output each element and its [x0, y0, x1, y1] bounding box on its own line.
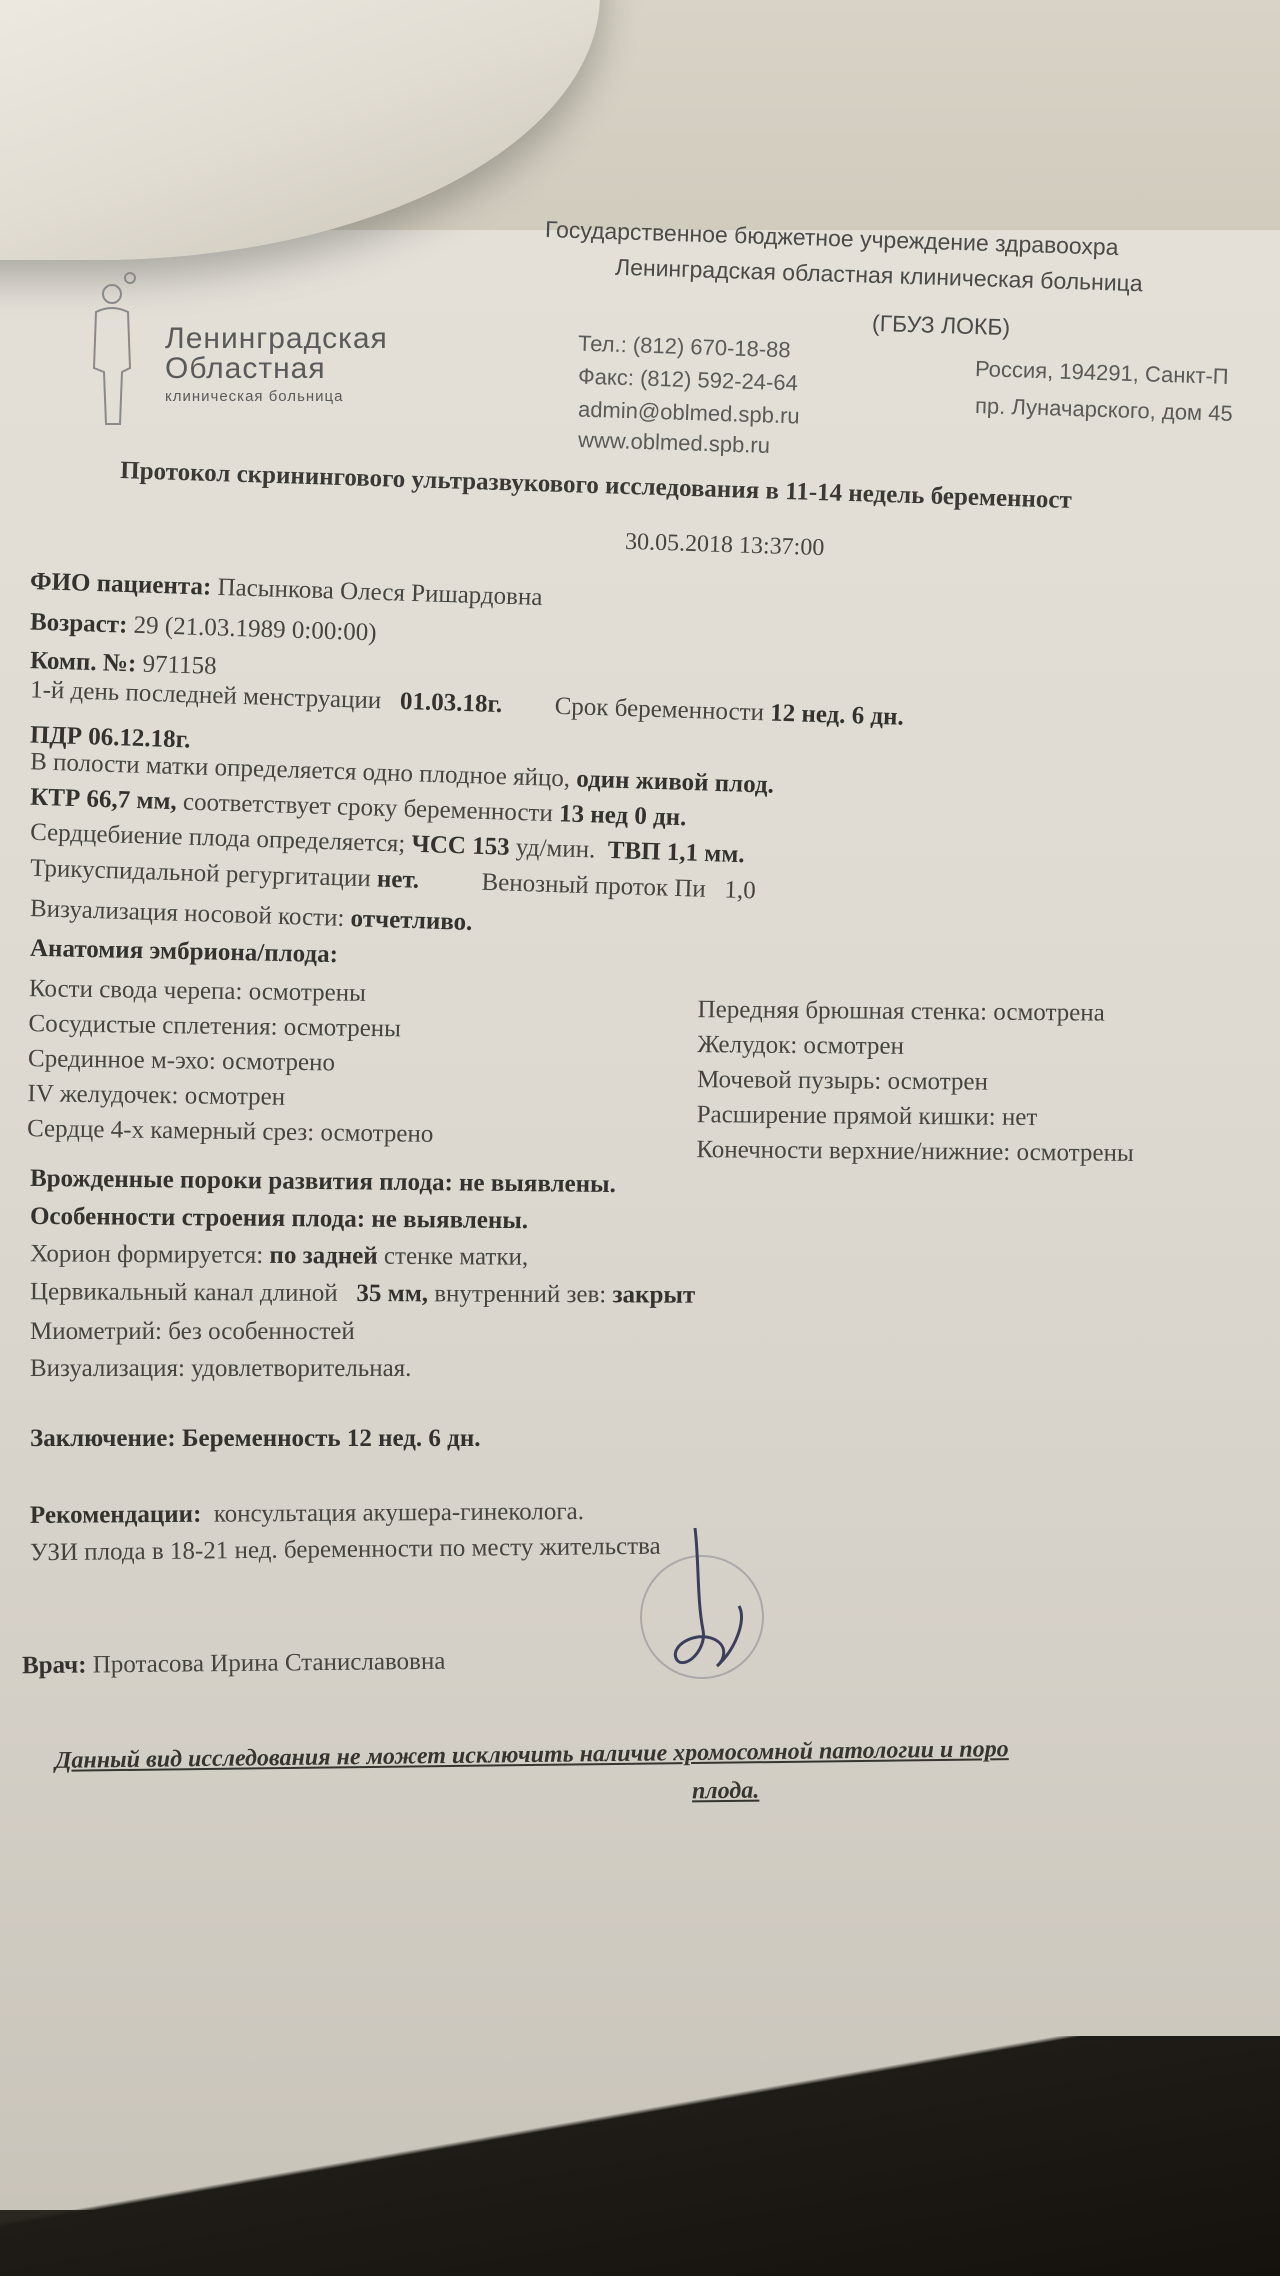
logo-line-3: клиническая больница — [165, 388, 344, 405]
conclusion-label: Заключение: — [30, 1425, 176, 1452]
anatomy-heading-row — [30, 935, 338, 969]
lmp-label: 1-й день последней менструации — [29, 676, 382, 715]
anatomy-left-column — [27, 971, 436, 1152]
fax-number: Факс: (812) 592-24-64 — [577, 363, 799, 396]
anatomy-right-column — [696, 992, 1135, 1171]
logo-line-2: Областная — [165, 352, 326, 385]
anatomy-right-item: Передняя брюшная стенка: осмотрена — [697, 996, 1105, 1027]
structure-text: Особенности строения плода: не выявлены. — [29, 1202, 529, 1235]
term-value: 12 нед. 6 дн. — [769, 699, 905, 731]
org-name-line-1: Государственное бюджетное учреждение здравоохра — [544, 215, 1119, 261]
org-abbreviation: (ГБУЗ ЛОКБ) — [871, 309, 1011, 341]
structure-row — [30, 1203, 528, 1235]
cervical-text-2: внутренний зев: — [434, 1280, 607, 1309]
uterus-text: В полости матки определяется одно плодное яйцо, — [29, 748, 571, 793]
anatomy-left-item: Сердце 4-х камерный срез: осмотрено — [26, 1115, 434, 1148]
malformations-text: Врожденные пороки развития плода: не выявлены. — [29, 1164, 617, 1199]
conclusion-row — [30, 1425, 480, 1453]
patient-age-value: 29 (21.03.1989 0:00:00) — [133, 611, 377, 647]
anatomy-left-item: IV желудочек: осмотрен — [27, 1080, 286, 1111]
nasal-bone-text: Визуализация носовой кости: — [29, 895, 345, 932]
chorion-row — [30, 1240, 528, 1271]
patient-name-value: Пасынкова Олеся Ришардовна — [217, 573, 543, 612]
doctor-row — [22, 1648, 446, 1680]
logo-line-1: Ленинградская — [165, 322, 388, 355]
tricuspid-text: Трикуспидальной регургитации — [29, 854, 372, 893]
recommendations-line-2: УЗИ плода в 18-21 нед. беременности по месту жительства — [29, 1532, 661, 1567]
recommendations-label: Рекомендации: — [29, 1500, 202, 1529]
recommendations-value: консультация акушера-гинеколога. — [213, 1498, 585, 1528]
patient-age-label: Возраст: — [29, 608, 128, 639]
document-datetime: 30.05.2018 13:37:00 — [624, 528, 825, 562]
heart-rate-units: уд/мин. — [515, 834, 596, 864]
hospital-logo-icon — [86, 268, 142, 428]
cervical-text: Цервикальный канал длиной — [29, 1278, 338, 1307]
anatomy-left-item: Кости свода черепа: осмотрены — [28, 975, 367, 1007]
chorion-text: Хорион формируется: — [29, 1240, 264, 1269]
ktr-term: 13 нед 0 дн. — [558, 800, 687, 832]
chorion-text-2: стенке матки, — [383, 1242, 529, 1271]
malformations-row — [30, 1165, 616, 1199]
anatomy-right-item: Желудок: осмотрен — [697, 1031, 905, 1060]
anatomy-left-item: Срединное м-эхо: осмотрено — [27, 1045, 336, 1077]
anatomy-right-item: Мочевой пузырь: осмотрен — [696, 1066, 989, 1096]
hospital-logo-text — [165, 322, 388, 405]
document-title: Протокол скринингового ультразвукового исследования в 11-14 недель беременност — [119, 457, 1073, 514]
conclusion-value: Беременность 12 нед. 6 дн. — [181, 1425, 481, 1452]
org-name-line-2: Ленинградская областная клиническая больница — [614, 253, 1144, 297]
footer-warning-line-2: плода. — [691, 1777, 760, 1805]
ktr-text: соответствует сроку беременности — [182, 788, 554, 828]
patient-name-row — [30, 568, 543, 612]
doctor-signature — [655, 1520, 765, 1680]
pdr-value: ПДР 06.12.18г. — [29, 721, 191, 754]
uterus-bold: один живой плод. — [575, 765, 775, 799]
anatomy-left-item: Сосудистые сплетения: осмотрены — [28, 1010, 402, 1043]
email-address: admin@oblmed.spb.ru — [577, 396, 801, 429]
doctor-label: Врач: — [21, 1651, 87, 1680]
patient-comp-label: Комп. №: — [29, 647, 137, 678]
anatomy-right-item: Расширение прямой кишки: нет — [696, 1101, 1038, 1132]
venous-text: Венозный проток Пи — [481, 868, 707, 903]
address-line-1: Россия, 194291, Санкт-П — [974, 356, 1229, 389]
lmp-row — [30, 676, 904, 731]
term-label: Срок беременности — [554, 692, 765, 727]
tricuspid-value: нет. — [376, 865, 420, 894]
anatomy-right-item: Конечности верхние/нижние: осмотрены — [696, 1136, 1134, 1167]
patient-name-label: ФИО пациента: — [29, 567, 212, 601]
tvp-value: ТВП 1,1 мм. — [607, 836, 746, 869]
website-address: www.oblmed.spb.ru — [577, 426, 771, 459]
nasal-bone-row — [30, 895, 473, 937]
visualization-row: Визуализация: удовлетворительная. — [30, 1355, 412, 1382]
patient-comp-row — [30, 647, 217, 681]
lmp-value: 01.03.18г. — [399, 687, 503, 719]
cervical-length: 35 мм, — [356, 1279, 429, 1308]
cervical-status: закрыт — [612, 1281, 696, 1309]
footer-warning-line-1: Данный вид исследования не может исключить наличие хромосомной патологии и поро — [54, 1736, 1009, 1774]
chorion-location: по задней — [269, 1241, 378, 1270]
cervical-row — [30, 1278, 695, 1309]
doctor-name: Протасова Ирина Станиславовна — [92, 1647, 446, 1679]
recommendations-row — [30, 1498, 584, 1530]
anatomy-heading: Анатомия эмбриона/плода: — [29, 934, 339, 969]
myometrium-row: Миометрий: без особенностей — [30, 1318, 355, 1345]
address-line-2: пр. Луначарского, дом 45 — [974, 392, 1234, 427]
venous-value: 1,0 — [724, 876, 757, 905]
heartbeat-text: Сердцебиение плода определяется; — [29, 818, 406, 858]
phone-number: Тел.: (812) 670-18-88 — [577, 330, 792, 363]
nasal-bone-value: отчетливо. — [350, 905, 473, 936]
patient-comp-value: 971158 — [142, 650, 218, 680]
heart-rate-value: ЧСС 153 — [411, 830, 511, 861]
ktr-value: КТР 66,7 мм, — [29, 783, 178, 816]
patient-age-row — [30, 609, 377, 648]
